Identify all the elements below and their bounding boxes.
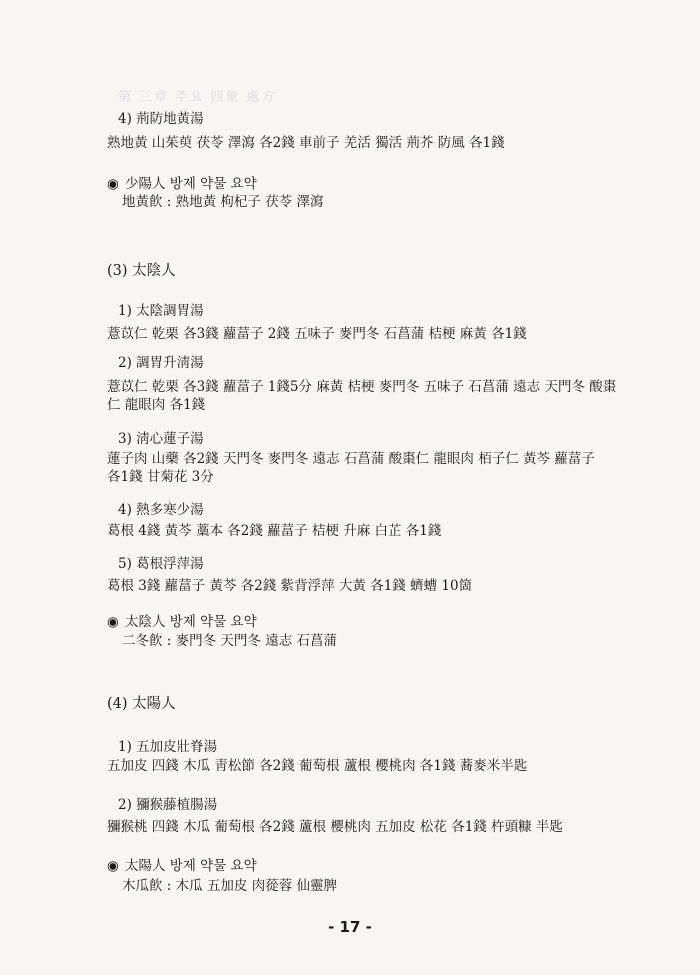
line-text: 太陽人 방제 약물 요약	[125, 858, 257, 874]
line-text: 葛根 3錢 蘿葍子 黃芩 各2錢 紫背浮萍 大黃 各1錢 蠐螬 10箇	[107, 578, 473, 594]
bleed-through-header: 第 三章 주요 四象 處方	[118, 90, 277, 105]
summary-heading	[107, 613, 257, 631]
line-text: 4) 熱多寒少湯	[118, 502, 204, 518]
summary-line	[122, 632, 337, 650]
prescription-heading	[118, 302, 204, 320]
line-text: 2) 調胃升淸湯	[118, 355, 204, 371]
prescription-heading	[118, 796, 217, 814]
prescription-ingredients	[107, 450, 595, 468]
line-text: (3) 太陰人	[107, 263, 176, 279]
line-text: (4) 太陽人	[107, 696, 176, 712]
bullet-icon: ◉	[107, 176, 119, 192]
line-text: 1) 太陰調胃湯	[118, 303, 204, 319]
line-text: 3) 淸心蓮子湯	[118, 431, 204, 447]
page-number: - 17 -	[328, 918, 372, 936]
line-text: 蓮子肉 山藥 各2錢 天門冬 麥門冬 遠志 石菖蒲 酸棗仁 龍眼肉 栢子仁 黃芩 蘿葍子	[107, 451, 595, 467]
line-text: 薏苡仁 乾栗 各3錢 蘿葍子 1錢5分 麻黃 桔梗 麥門冬 五味子 石菖蒲 遠志 天門冬 酸棗	[107, 379, 617, 395]
prescription-ingredients	[107, 134, 505, 152]
prescription-heading	[118, 738, 217, 756]
line-text: 五加皮 四錢 木瓜 靑松節 各2錢 葡萄根 蘆根 櫻桃肉 各1錢 蕎麥米半匙	[107, 758, 528, 774]
line-text: 熟地黃 山茱萸 茯苓 澤瀉 各2錢 車前子 羌活 獨活 荊芥 防風 各1錢	[107, 135, 505, 151]
bullet-icon: ◉	[107, 858, 119, 874]
prescription-ingredients	[107, 522, 441, 540]
prescription-ingredients	[107, 757, 527, 775]
section-heading	[107, 262, 176, 280]
line-text: 2) 獼猴藤植腸湯	[118, 797, 218, 813]
prescription-ingredients	[107, 396, 205, 414]
line-text: 二冬飮 : 麥門冬 天門冬 遠志 石菖蒲	[122, 633, 338, 649]
summary-line	[122, 877, 337, 895]
prescription-heading	[118, 430, 204, 448]
prescription-ingredients	[107, 818, 563, 836]
line-text: 仁 龍眼肉 各1錢	[107, 397, 206, 413]
prescription-heading	[118, 110, 204, 128]
line-text: 木瓜飮 : 木瓜 五加皮 肉蓯蓉 仙靈脾	[122, 878, 338, 894]
line-text: 少陽人 방제 약물 요약	[125, 176, 257, 192]
prescription-ingredients	[107, 325, 527, 343]
prescription-ingredients	[107, 378, 616, 396]
line-text: 地黃飮 : 熟地黃 枸杞子 茯苓 澤瀉	[122, 194, 324, 210]
line-text: 獼猴桃 四錢 木瓜 葡萄根 各2錢 蘆根 櫻桃肉 五加皮 松花 各1錢 杵頭糠 半匙	[107, 819, 563, 835]
line-text: 1) 五加皮壯脊湯	[118, 739, 218, 755]
prescription-ingredients	[107, 577, 472, 595]
section-heading	[107, 695, 176, 713]
summary-line	[122, 193, 324, 211]
line-text: 薏苡仁 乾栗 各3錢 蘿葍子 2錢 五味子 麥門冬 石菖蒲 桔梗 麻黃 各1錢	[107, 326, 527, 342]
summary-heading	[107, 857, 257, 875]
summary-heading	[107, 175, 257, 193]
line-text: 5) 葛根浮萍湯	[118, 556, 204, 572]
prescription-heading	[118, 555, 204, 573]
bullet-icon: ◉	[107, 614, 119, 630]
line-text: 4) 荊防地黃湯	[118, 111, 204, 127]
prescription-ingredients	[107, 468, 214, 486]
line-text: 太陰人 방제 약물 요약	[125, 614, 257, 630]
line-text: 葛根 4錢 黃芩 藁本 各2錢 蘿葍子 桔梗 升麻 白芷 各1錢	[107, 523, 442, 539]
prescription-heading	[118, 501, 204, 519]
prescription-heading	[118, 354, 204, 372]
line-text: 各1錢 甘菊花 3分	[107, 469, 214, 485]
